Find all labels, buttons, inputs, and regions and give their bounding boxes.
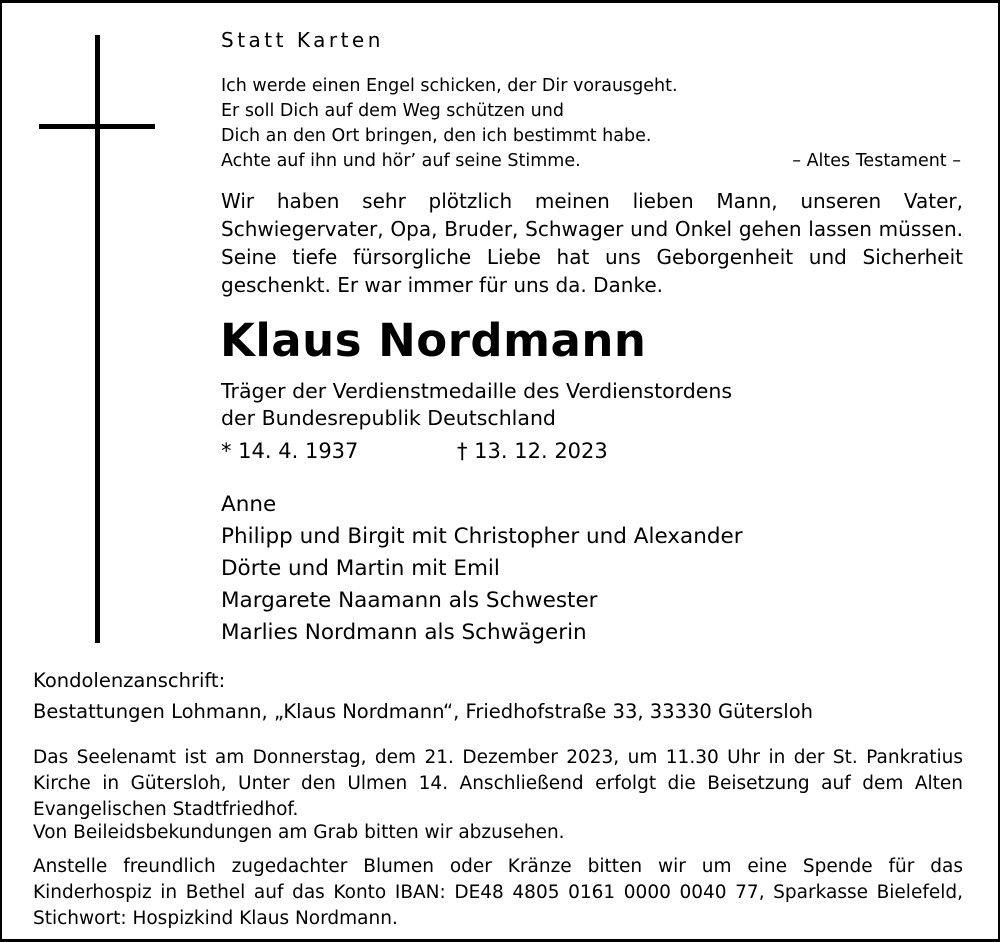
life-dates — [221, 439, 608, 463]
service-info-paragraph: Das Seelenamt ist am Donnerstag, dem 21. Dezember 2023, um 11.30 Uhr in der St. Pankratius Kirche in Gütersloh, Unter den Ulmen 14. Anschließend erfolgt die Beisetzung auf dem Alten Evangelischen Stadtfriedhof. — [33, 747, 963, 820]
death-date: † 13. 12. 2023 — [457, 439, 608, 463]
birth-date: * 14. 4. 1937 — [221, 439, 359, 463]
quote-line: Dich an den Ort bringen, den ich bestimmt habe. — [221, 126, 652, 146]
quote-line: Er soll Dich auf dem Weg schützen und — [221, 101, 564, 121]
condolence-address: Bestattungen Lohmann, „Klaus Nordmann“, Friedhofstraße 33, 33330 Gütersloh — [33, 700, 813, 723]
graveside-note: Von Beileidsbekundungen am Grab bitten wir abzusehen. — [33, 822, 565, 843]
mourners-list — [221, 489, 963, 649]
mourner-name: Dörte und Martin mit Emil — [221, 556, 500, 581]
honor-line-1: Träger der Verdienstmedaille des Verdienstordens — [221, 379, 733, 403]
honor-line-2: der Bundesrepublik Deutschland — [221, 406, 556, 430]
cross-horizontal-bar — [39, 124, 155, 129]
mourner-name: Philipp und Birgit mit Christopher und Alexander — [221, 524, 743, 549]
donation-paragraph: Anstelle freundlich zugedachter Blumen oder Kränze bitten wir um eine Spende für das Kinderhospiz in Bethel auf das Konto IBAN: DE48 4805 0161 0000 0040 77, Sparkasse Bielefeld, Stichwort: Hospizkind Klaus Nordmann. — [33, 856, 963, 929]
quote-block — [221, 74, 963, 174]
quote-line: Achte auf ihn und hör’ auf seine Stimme. — [221, 151, 581, 171]
honor-lines — [221, 378, 963, 432]
condolence-block — [33, 665, 963, 727]
condolence-label: Kondolenzanschrift: — [33, 669, 226, 692]
quote-attribution: – Altes Testament – — [792, 151, 961, 171]
statt-karten-header: Statt Karten — [221, 28, 384, 52]
quote-line: Ich werde einen Engel schicken, der Dir vorausgeht. — [221, 76, 678, 96]
intro-paragraph: Wir haben sehr plötzlich meinen lieben Mann, unseren Vater, Schwiegervater, Opa, Bruder, Schwager und Onkel gehen lassen müssen. Seine tiefe fürsorgliche Liebe hat uns Geborgenheit und Sicherheit geschenkt. Er war immer für uns da. Danke. — [221, 189, 963, 297]
mourner-name: Marlies Nordmann als Schwägerin — [221, 620, 587, 645]
mourner-name: Anne — [221, 492, 277, 517]
deceased-name: Klaus Nordmann — [220, 314, 647, 367]
mourner-name: Margarete Naamann als Schwester — [221, 588, 598, 613]
